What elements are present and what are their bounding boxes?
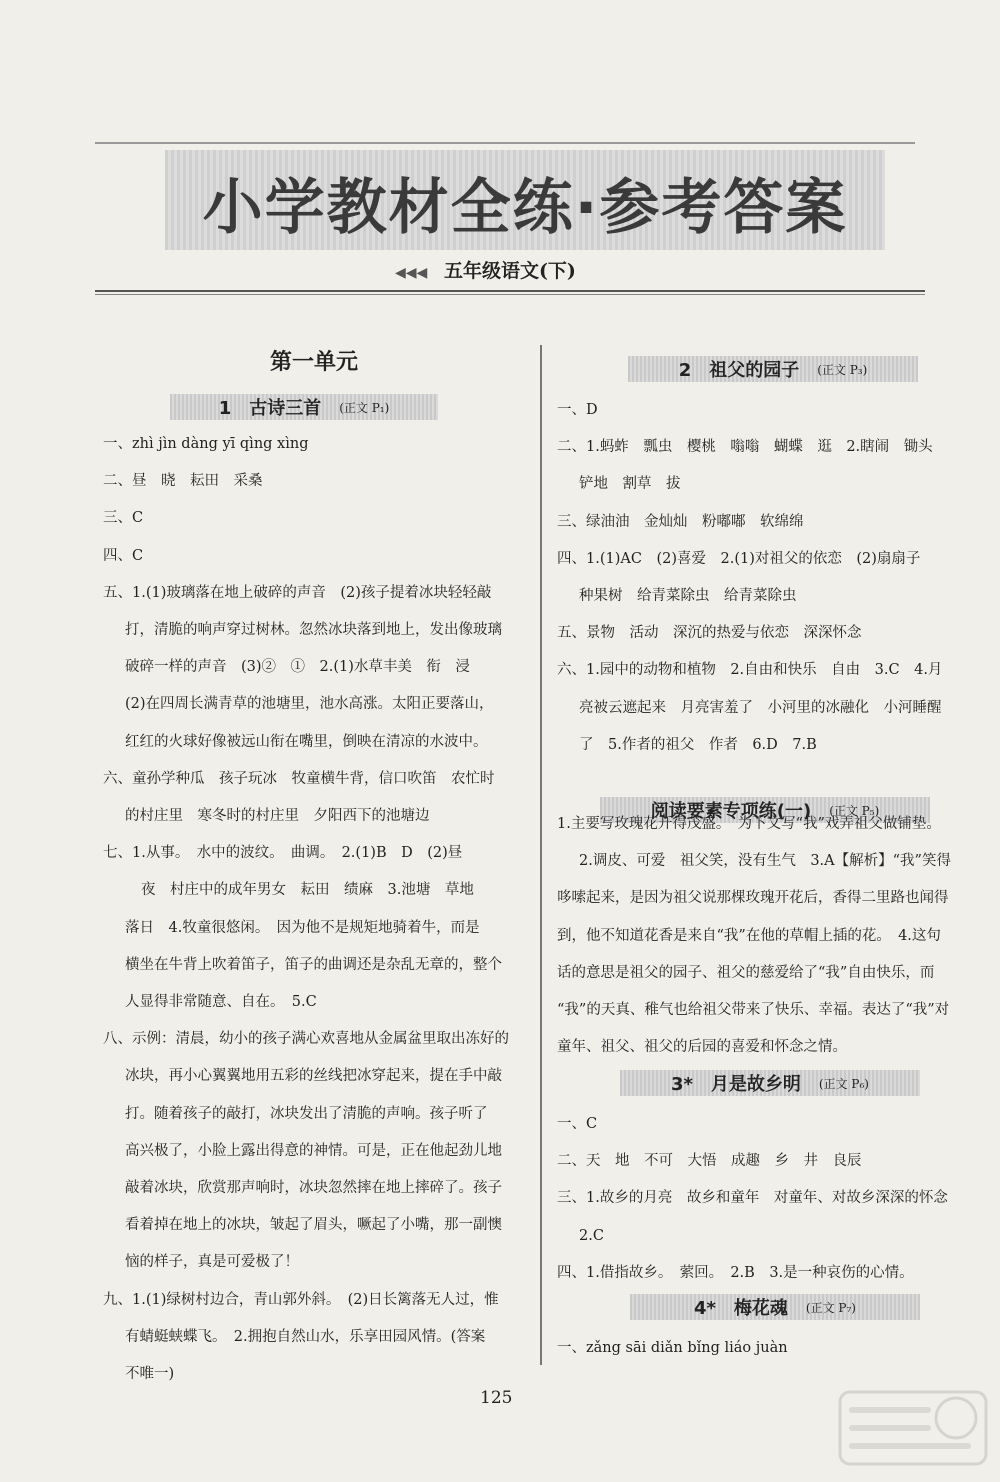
arrow-icon: ◀◀◀ — [395, 265, 428, 281]
answer-line: 横坐在牛背上吹着笛子，笛子的曲调还是杂乱无章的，整个 — [125, 956, 502, 973]
section-ref: (正文 P₁) — [339, 400, 390, 415]
section-header-1 — [170, 394, 438, 420]
answer-line: 三、C — [103, 510, 144, 527]
answer-line: 铲地 割草 拔 — [579, 476, 681, 493]
section-title: 3* 月是故乡明 — [670, 1074, 801, 1095]
header-bottom-rule-thin — [95, 294, 925, 295]
right-column-section-5 — [557, 1330, 992, 1367]
answer-line: 四、1.(1)AC (2)喜爱 2.(1)对祖父的依恋 (2)扇扇子 — [557, 550, 921, 567]
answer-line: 看着掉在地上的冰块，皱起了眉头，噘起了小嘴，那一副懊 — [125, 1217, 502, 1234]
answer-line: 三、绿油油 金灿灿 粉嘟嘟 软绵绵 — [557, 513, 804, 530]
right-column-section-2 — [557, 392, 992, 764]
answer-line: 七、1.从事。 水中的波纹。 曲调。 2.(1)B D (2)昼 — [103, 845, 463, 862]
answer-line: 有蜻蜓蛱蝶飞。 2.拥抱自然山水，乐享田园风情。(答案 — [125, 1328, 486, 1345]
answer-line: 一、zǎng sāi diǎn bǐng liáo juàn — [557, 1340, 788, 1356]
answer-line: 四、C — [103, 547, 144, 564]
answer-line: 二、天 地 不可 大悟 成趣 乡 井 良辰 — [557, 1153, 862, 1170]
section-header-4 — [620, 1070, 920, 1096]
answer-line: 三、1.故乡的月亮 故乡和童年 对童年、对故乡深深的怀念 — [557, 1190, 948, 1207]
section-title: 阅读要素专项练(一) — [650, 801, 812, 822]
section-ref: (正文 P₅) — [829, 803, 880, 818]
answer-line: 到，他不知道花香是来自“我”在他的草帽上插的花。 4.这句 — [557, 927, 941, 944]
answer-line: 了 5.作者的祖父 作者 6.D 7.B — [579, 736, 817, 753]
answer-line: 不唯一) — [125, 1366, 175, 1383]
left-column — [103, 426, 533, 1393]
subtitle-text: 五年级语文(下) — [443, 260, 576, 282]
answer-line: 话的意思是祖父的园子、祖父的慈爱给了“我”自由快乐，而 — [557, 964, 935, 981]
answer-line: “我”的天真、稚气也给祖父带来了快乐、幸福。表达了“我”对 — [557, 1002, 950, 1019]
section-ref: (正文 P₇) — [805, 1300, 856, 1315]
answer-line: 2.调皮、可爱 祖父笑，没有生气 3.A【解析】“我”笑得 — [579, 853, 951, 870]
answer-line: 二、昼 晓 耘田 采桑 — [103, 473, 263, 490]
answer-line: 破碎一样的声音 (3)② ① 2.(1)水草丰美 衔 浸 — [125, 659, 470, 676]
section-title: 1 古诗三首 — [218, 398, 322, 419]
answer-line: 打，清脆的响声穿过树林。忽然冰块落到地上，发出像玻璃 — [125, 622, 502, 639]
answer-line: 冰块，再小心翼翼地用五彩的丝线把冰穿起来，提在手中敲 — [125, 1068, 502, 1085]
answer-line: (2)在四周长满青草的池塘里，池水高涨。太阳正要落山， — [125, 696, 494, 713]
page-title: 小学教材全练·参考答案 — [202, 173, 848, 243]
page-number: 125 — [480, 1388, 513, 1408]
answer-line: 夜 村庄中的成年男女 耘田 绩麻 3.池塘 草地 — [141, 882, 474, 899]
watermark-logo — [838, 1388, 988, 1468]
subtitle — [395, 256, 635, 283]
answer-line: 九、1.(1)绿树村边合，青山郭外斜。 (2)日长篱落无人过，惟 — [103, 1291, 499, 1308]
answer-line: 一、C — [557, 1116, 598, 1132]
answer-line: 1.主要写玫瑰花开得茂盛。 为下文写“我”戏弄祖父做铺垫。 — [557, 816, 941, 832]
answer-line: 亮被云遮起来 月亮害羞了 小河里的冰融化 小河睡醒 — [579, 699, 942, 716]
answer-line: 六、1.园中的动物和植物 2.自由和快乐 自由 3.C 4.月 — [557, 662, 943, 679]
answer-line: 恼的样子，真是可爱极了！ — [125, 1254, 299, 1271]
answer-line: 的村庄里 寒冬时的村庄里 夕阳西下的池塘边 — [125, 808, 430, 825]
answer-line: 高兴极了，小脸上露出得意的神情。可是，正在他起劲儿地 — [125, 1142, 502, 1159]
section-title: 2 祖父的园子 — [678, 360, 800, 381]
answer-line: 八、示例：清晨，幼小的孩子满心欢喜地从金属盆里取出冻好的 — [103, 1031, 509, 1048]
section-header-2 — [628, 356, 918, 382]
answer-line: 二、1.蚂蚱 瓢虫 樱桃 嗡嗡 蝴蝶 逛 2.瞎闹 锄头 — [557, 439, 933, 456]
section-ref: (正文 P₃) — [817, 362, 868, 377]
answer-line: 五、1.(1)玻璃落在地上破碎的声音 (2)孩子提着冰块轻轻敲 — [103, 584, 492, 601]
answer-line: 种果树 给青菜除虫 给青菜除虫 — [579, 588, 797, 605]
header-top-rule — [95, 142, 915, 144]
answer-line: 五、景物 活动 深沉的热爱与依恋 深深怀念 — [557, 625, 862, 642]
answer-line: 童年、祖父、祖父的后园的喜爱和怀念之情。 — [557, 1039, 847, 1056]
answer-line: 落日 4.牧童很悠闲。 因为他不是规矩地骑着牛，而是 — [125, 919, 480, 936]
answer-line: 人显得非常随意、自在。 5.C — [125, 994, 317, 1011]
right-column-section-4 — [557, 1106, 992, 1292]
answer-line: 敲着冰块，欣赏那声响时，冰块忽然摔在地上摔碎了。孩子 — [125, 1180, 502, 1197]
answer-line: 一、D — [557, 402, 598, 418]
right-column-section-3 — [557, 806, 992, 1066]
section-header-5 — [630, 1294, 920, 1320]
section-title: 4* 梅花魂 — [693, 1298, 788, 1319]
answer-line: 六、童孙学种瓜 孩子玩冰 牧童横牛背，信口吹笛 农忙时 — [103, 770, 495, 787]
answer-line: 一、zhì jìn dàng yī qìng xìng — [103, 436, 309, 452]
answer-line: 打。随着孩子的敲打，冰块发出了清脆的声响。孩子听了 — [125, 1105, 488, 1122]
header-bottom-rule — [95, 290, 925, 292]
unit-title: 第一单元 — [270, 350, 359, 375]
column-divider — [540, 345, 542, 1365]
answer-line: 哆嗦起来，是因为祖父说那棵玫瑰开花后，香得二里路也闻得 — [557, 890, 949, 907]
answer-line: 2.C — [579, 1227, 604, 1244]
section-ref: (正文 P₆) — [818, 1076, 869, 1091]
answer-line: 红红的火球好像被远山衔在嘴里，倒映在清凉的水波中。 — [125, 733, 488, 750]
answer-line: 四、1.借指故乡。 萦回。 2.B 3.是一种哀伤的心情。 — [557, 1264, 914, 1281]
